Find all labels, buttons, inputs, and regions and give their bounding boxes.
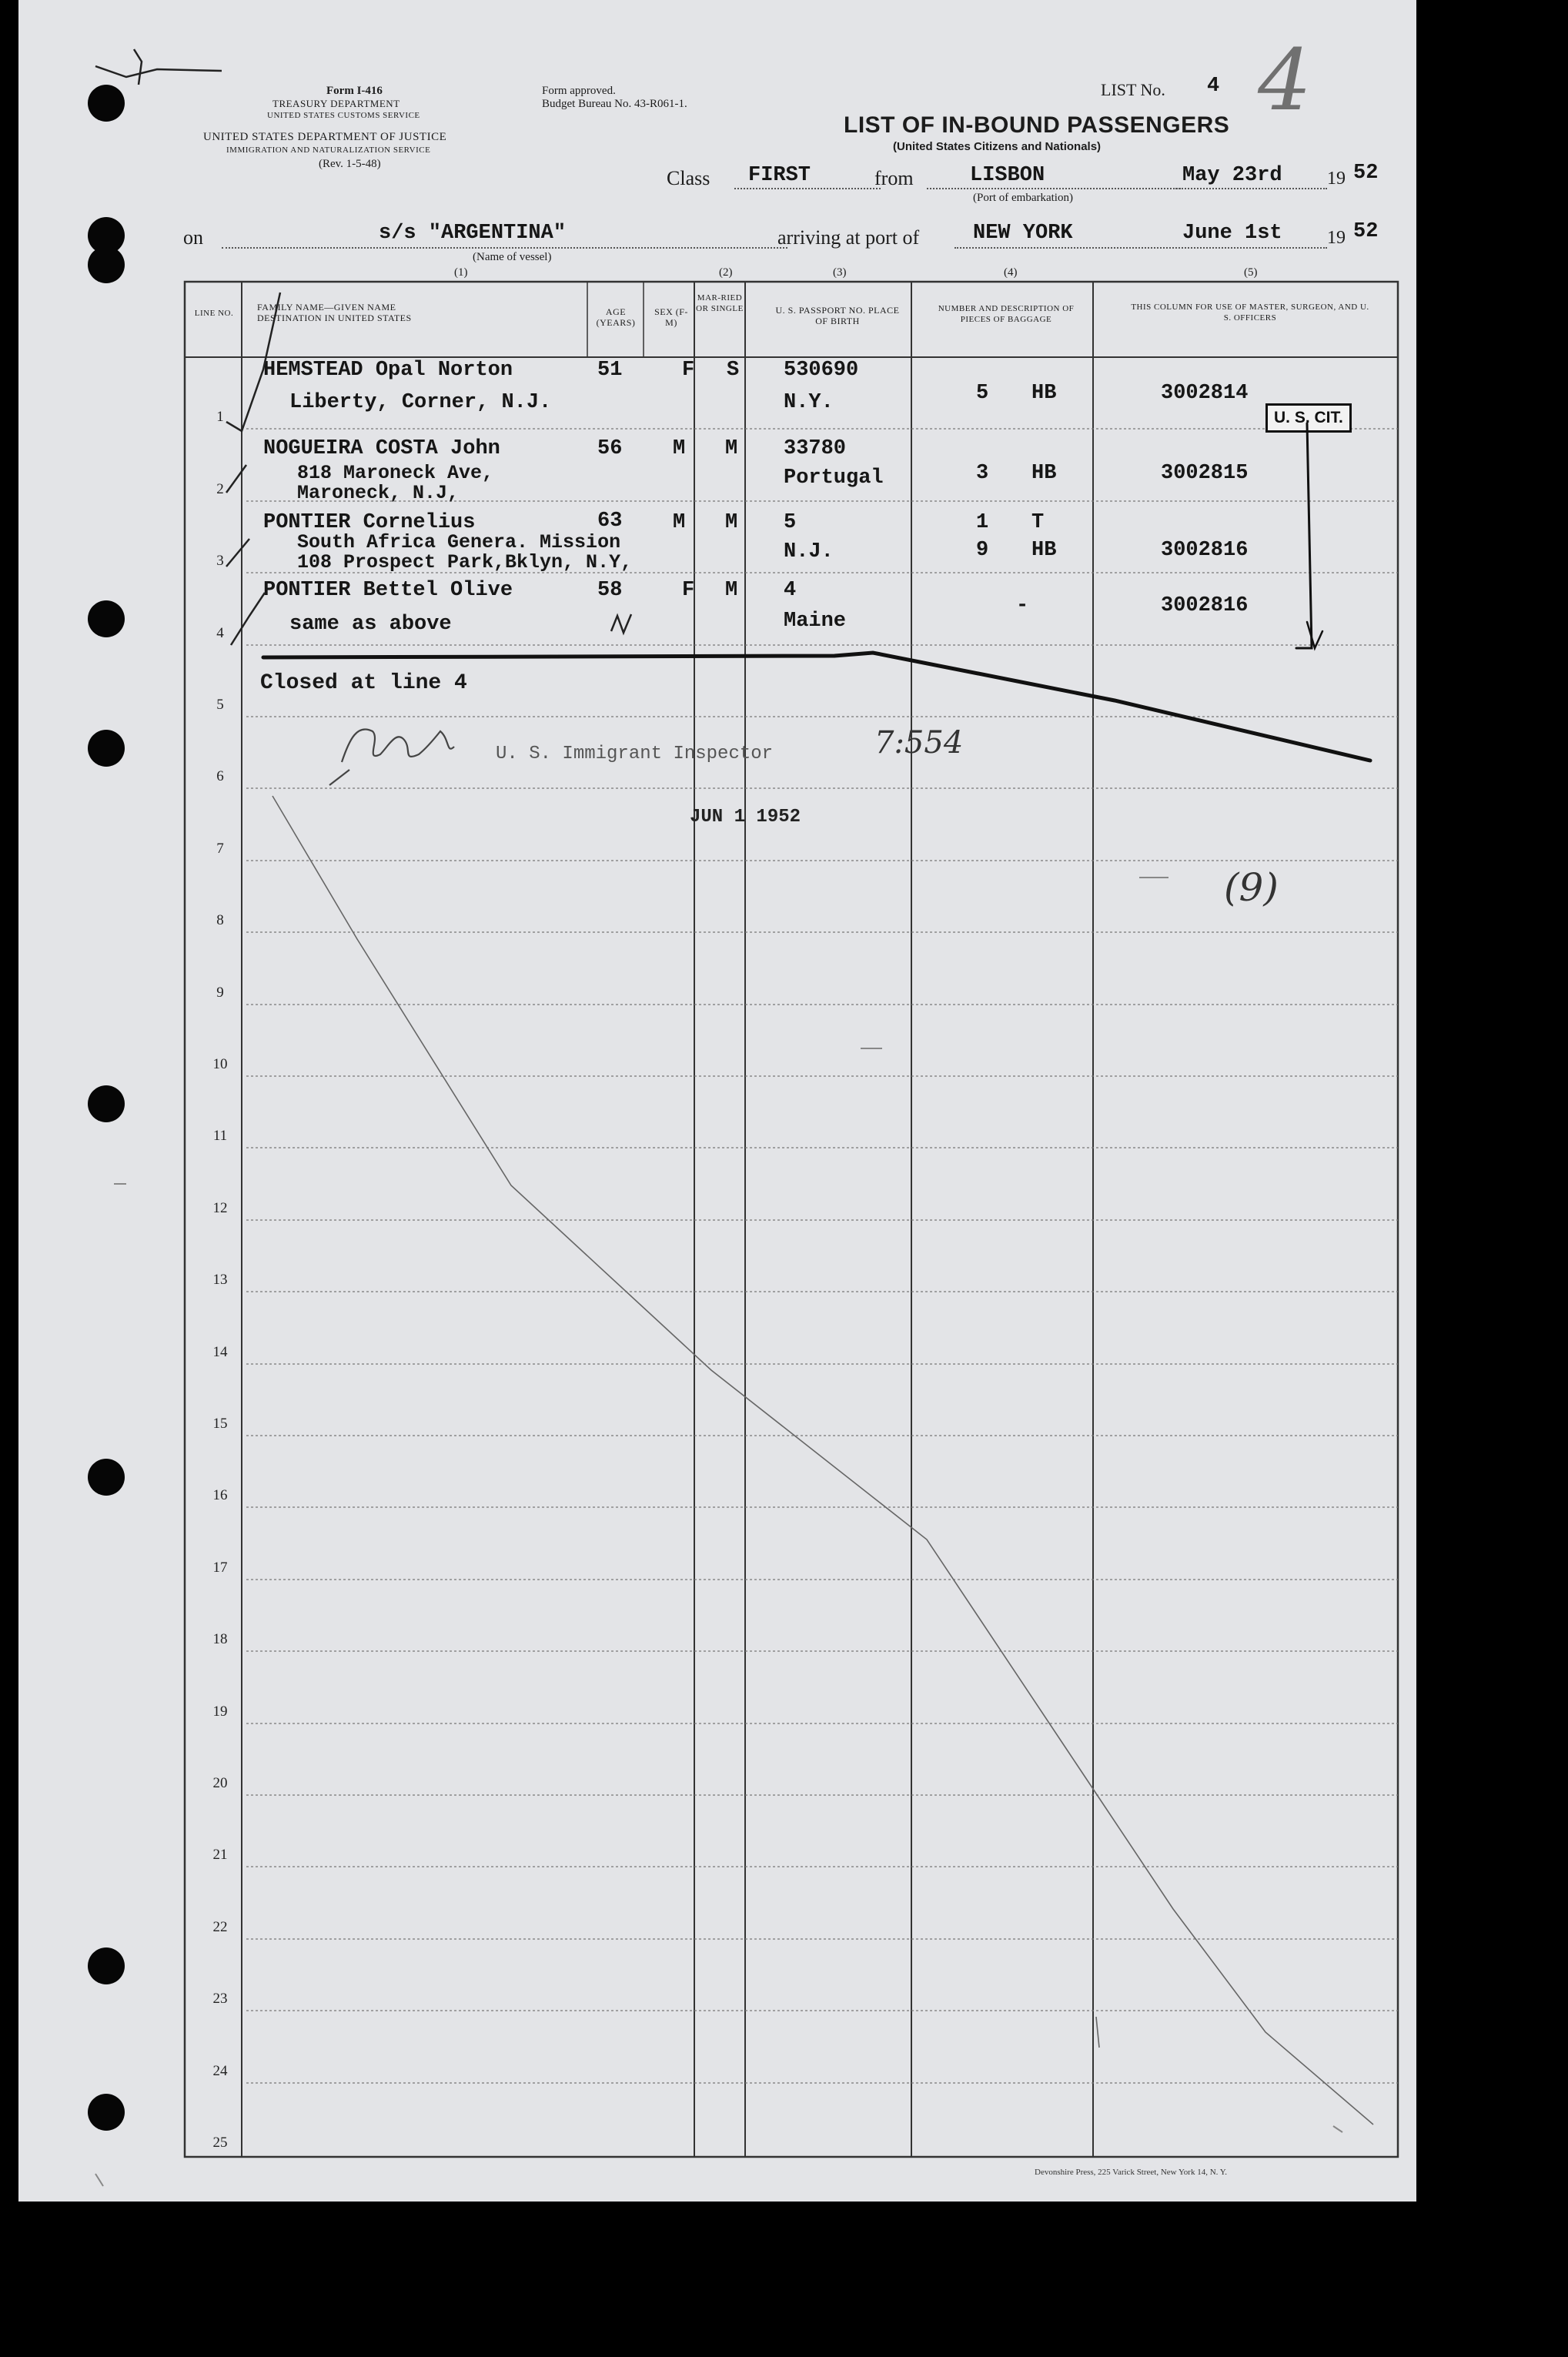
customs-service: UNITED STATES CUSTOMS SERVICE (267, 111, 420, 120)
class-label: Class (667, 167, 710, 189)
passenger-age: 51 (597, 359, 623, 382)
baggage-count: 3 (976, 462, 989, 485)
passenger-destination: South Africa Genera. Mission (297, 531, 621, 553)
officer-number: 3002816 (1161, 594, 1249, 617)
baggage-count-2: 9 (976, 539, 989, 562)
citizen-stamp: U. S. CIT. (1265, 403, 1352, 433)
passenger-sex: M (673, 437, 686, 460)
arrival-date: June 1st (1182, 222, 1282, 245)
passenger-age: 58 (597, 579, 623, 602)
passenger-status: M (725, 511, 738, 534)
line-number: 25 (212, 2135, 228, 2151)
class-value: FIRST (748, 164, 811, 187)
departure-date: May 23rd (1182, 164, 1282, 187)
baggage-description: T (1031, 511, 1045, 534)
line-number: 23 (212, 1991, 228, 2007)
line-number: 24 (212, 2063, 228, 2079)
header-line-no: LINE NO. (194, 309, 234, 318)
justice-dept: UNITED STATES DEPARTMENT OF JUSTICE (203, 131, 447, 143)
line-number: 18 (212, 1631, 228, 1647)
place-of-birth: Maine (784, 610, 847, 633)
line-number: 7 (216, 841, 224, 857)
vessel-caption: (Name of vessel) (473, 251, 552, 263)
passenger-sex: M (673, 511, 686, 534)
line-number: 21 (212, 1847, 228, 1863)
passenger-status: M (725, 579, 738, 602)
closed-note: Closed at line 4 (260, 671, 467, 695)
inspector-number: 7:554 (874, 725, 964, 761)
line-number: 17 (212, 1560, 228, 1576)
header-passport: U. S. PASSPORT NO. PLACE OF BIRTH (775, 305, 900, 326)
passenger-name: NOGUEIRA COSTA John (263, 437, 500, 460)
line-number: 9 (216, 985, 224, 1001)
line-number: 13 (212, 1272, 228, 1288)
large-handwritten-number: 4 (1258, 31, 1312, 129)
passenger-sex: F (682, 579, 695, 602)
year-prefix: 19 (1327, 169, 1346, 189)
inspector-title: U. S. Immigrant Inspector (496, 744, 774, 764)
arrival-port: NEW YORK (973, 222, 1073, 245)
passport-number: 530690 (784, 359, 859, 382)
passenger-name: PONTIER Bettel Olive (263, 579, 513, 602)
col-num-2: (2) (719, 266, 733, 279)
baggage-description-2: HB (1031, 539, 1057, 562)
page-subtitle: (United States Citizens and Nationals) (893, 140, 1102, 153)
header-sex: SEX (F-M) (654, 306, 688, 328)
passenger-status: M (725, 437, 738, 460)
year-value: 52 (1353, 162, 1379, 185)
ins-service: IMMIGRATION AND NATURALIZATION SERVICE (226, 145, 431, 155)
port-caption: (Port of embarkation) (973, 192, 1073, 204)
treasury-dept: TREASURY DEPARTMENT (272, 98, 400, 109)
officer-number: 3002814 (1161, 382, 1249, 405)
passport-number: 33780 (784, 437, 847, 460)
form-number: Form I-416 (326, 85, 383, 97)
line-number: 19 (212, 1703, 228, 1720)
col-num-3: (3) (833, 266, 847, 279)
passenger-status: S (727, 359, 740, 382)
line-number: 3 (216, 553, 224, 569)
col-num-1: (1) (454, 266, 468, 279)
passenger-sex: F (682, 359, 695, 382)
header-age: AGE (YEARS) (596, 306, 636, 328)
revision: (Rev. 1-5-48) (319, 158, 381, 170)
arriving-label: arriving at port of (777, 226, 920, 249)
date-stamp: JUN 1 1952 (690, 807, 801, 827)
on-label: on (183, 226, 203, 249)
line-number: 11 (212, 1128, 228, 1144)
list-label: LIST No. (1101, 80, 1165, 99)
printer-credit: Devonshire Press, 225 Varick Street, New York 14, N. Y. (1035, 2168, 1228, 2177)
line-number: 20 (212, 1775, 228, 1791)
passenger-destination-2: 108 Prospect Park,Bklyn, N.Y, (297, 551, 633, 573)
embarkation-port: LISBON (970, 164, 1045, 187)
budget-bureau: Budget Bureau No. 43-R061-1. (542, 98, 687, 110)
baggage-count: - (1016, 594, 1029, 617)
hand-markings (18, 0, 1416, 2202)
passenger-destination-2: Maroneck, N.J, (297, 482, 460, 504)
passenger-name: PONTIER Cornelius (263, 511, 476, 534)
line-number: 12 (212, 1200, 228, 1216)
passenger-destination: same as above (289, 613, 452, 636)
line-number: 5 (216, 697, 224, 713)
baggage-count: 1 (976, 511, 989, 534)
baggage-description: HB (1031, 382, 1057, 405)
from-label: from (874, 167, 914, 189)
col-num-4: (4) (1004, 266, 1018, 279)
line-number: 2 (216, 481, 224, 497)
place-of-birth: N.Y. (784, 391, 834, 414)
passenger-destination: Liberty, Corner, N.J. (289, 391, 552, 414)
arrival-year-prefix: 19 (1327, 228, 1346, 248)
header-baggage: NUMBER AND DESCRIPTION OF PIECES OF BAGGAGE (938, 304, 1075, 324)
form-approved: Form approved. (542, 85, 616, 97)
passenger-destination: 818 Maroneck Ave, (297, 462, 494, 484)
baggage-count: 5 (976, 382, 989, 405)
line-number: 16 (212, 1487, 228, 1503)
place-of-birth: N.J. (784, 540, 834, 563)
col-num-5: (5) (1244, 266, 1258, 279)
passenger-name: HEMSTEAD Opal Norton (263, 359, 513, 382)
page-title: LIST OF IN-BOUND PASSENGERS (844, 112, 1230, 138)
officer-number: 3002815 (1161, 462, 1249, 485)
passenger-age: 63 (597, 510, 623, 533)
line-number: 4 (216, 625, 224, 641)
header-married: MAR-RIED OR SINGLE (696, 293, 744, 313)
passport-number: 4 (784, 579, 797, 602)
line-number: 6 (216, 768, 224, 784)
line-number: 10 (212, 1056, 228, 1072)
list-number: 4 (1207, 75, 1220, 98)
vessel-name: s/s "ARGENTINA" (379, 222, 567, 245)
place-of-birth: Portugal (784, 466, 884, 490)
header-name: FAMILY NAME—GIVEN NAME DESTINATION IN UNITED STATES (257, 302, 412, 323)
officer-number: 3002816 (1161, 539, 1249, 562)
line-number: 8 (216, 912, 224, 928)
manifest-sheet (18, 0, 1416, 2202)
handwritten-count: (9) (1224, 865, 1279, 910)
passport-number: 5 (784, 511, 797, 534)
header-officers: THIS COLUMN FOR USE OF MASTER, SURGEON, AND U. S. OFFICERS (1131, 303, 1369, 323)
arrival-year: 52 (1353, 220, 1379, 243)
line-number: 22 (212, 1919, 228, 1935)
passenger-age: 56 (597, 437, 623, 460)
line-number: 14 (212, 1344, 228, 1360)
baggage-description: HB (1031, 462, 1057, 485)
line-number: 15 (212, 1416, 228, 1432)
line-number: 1 (216, 409, 224, 425)
